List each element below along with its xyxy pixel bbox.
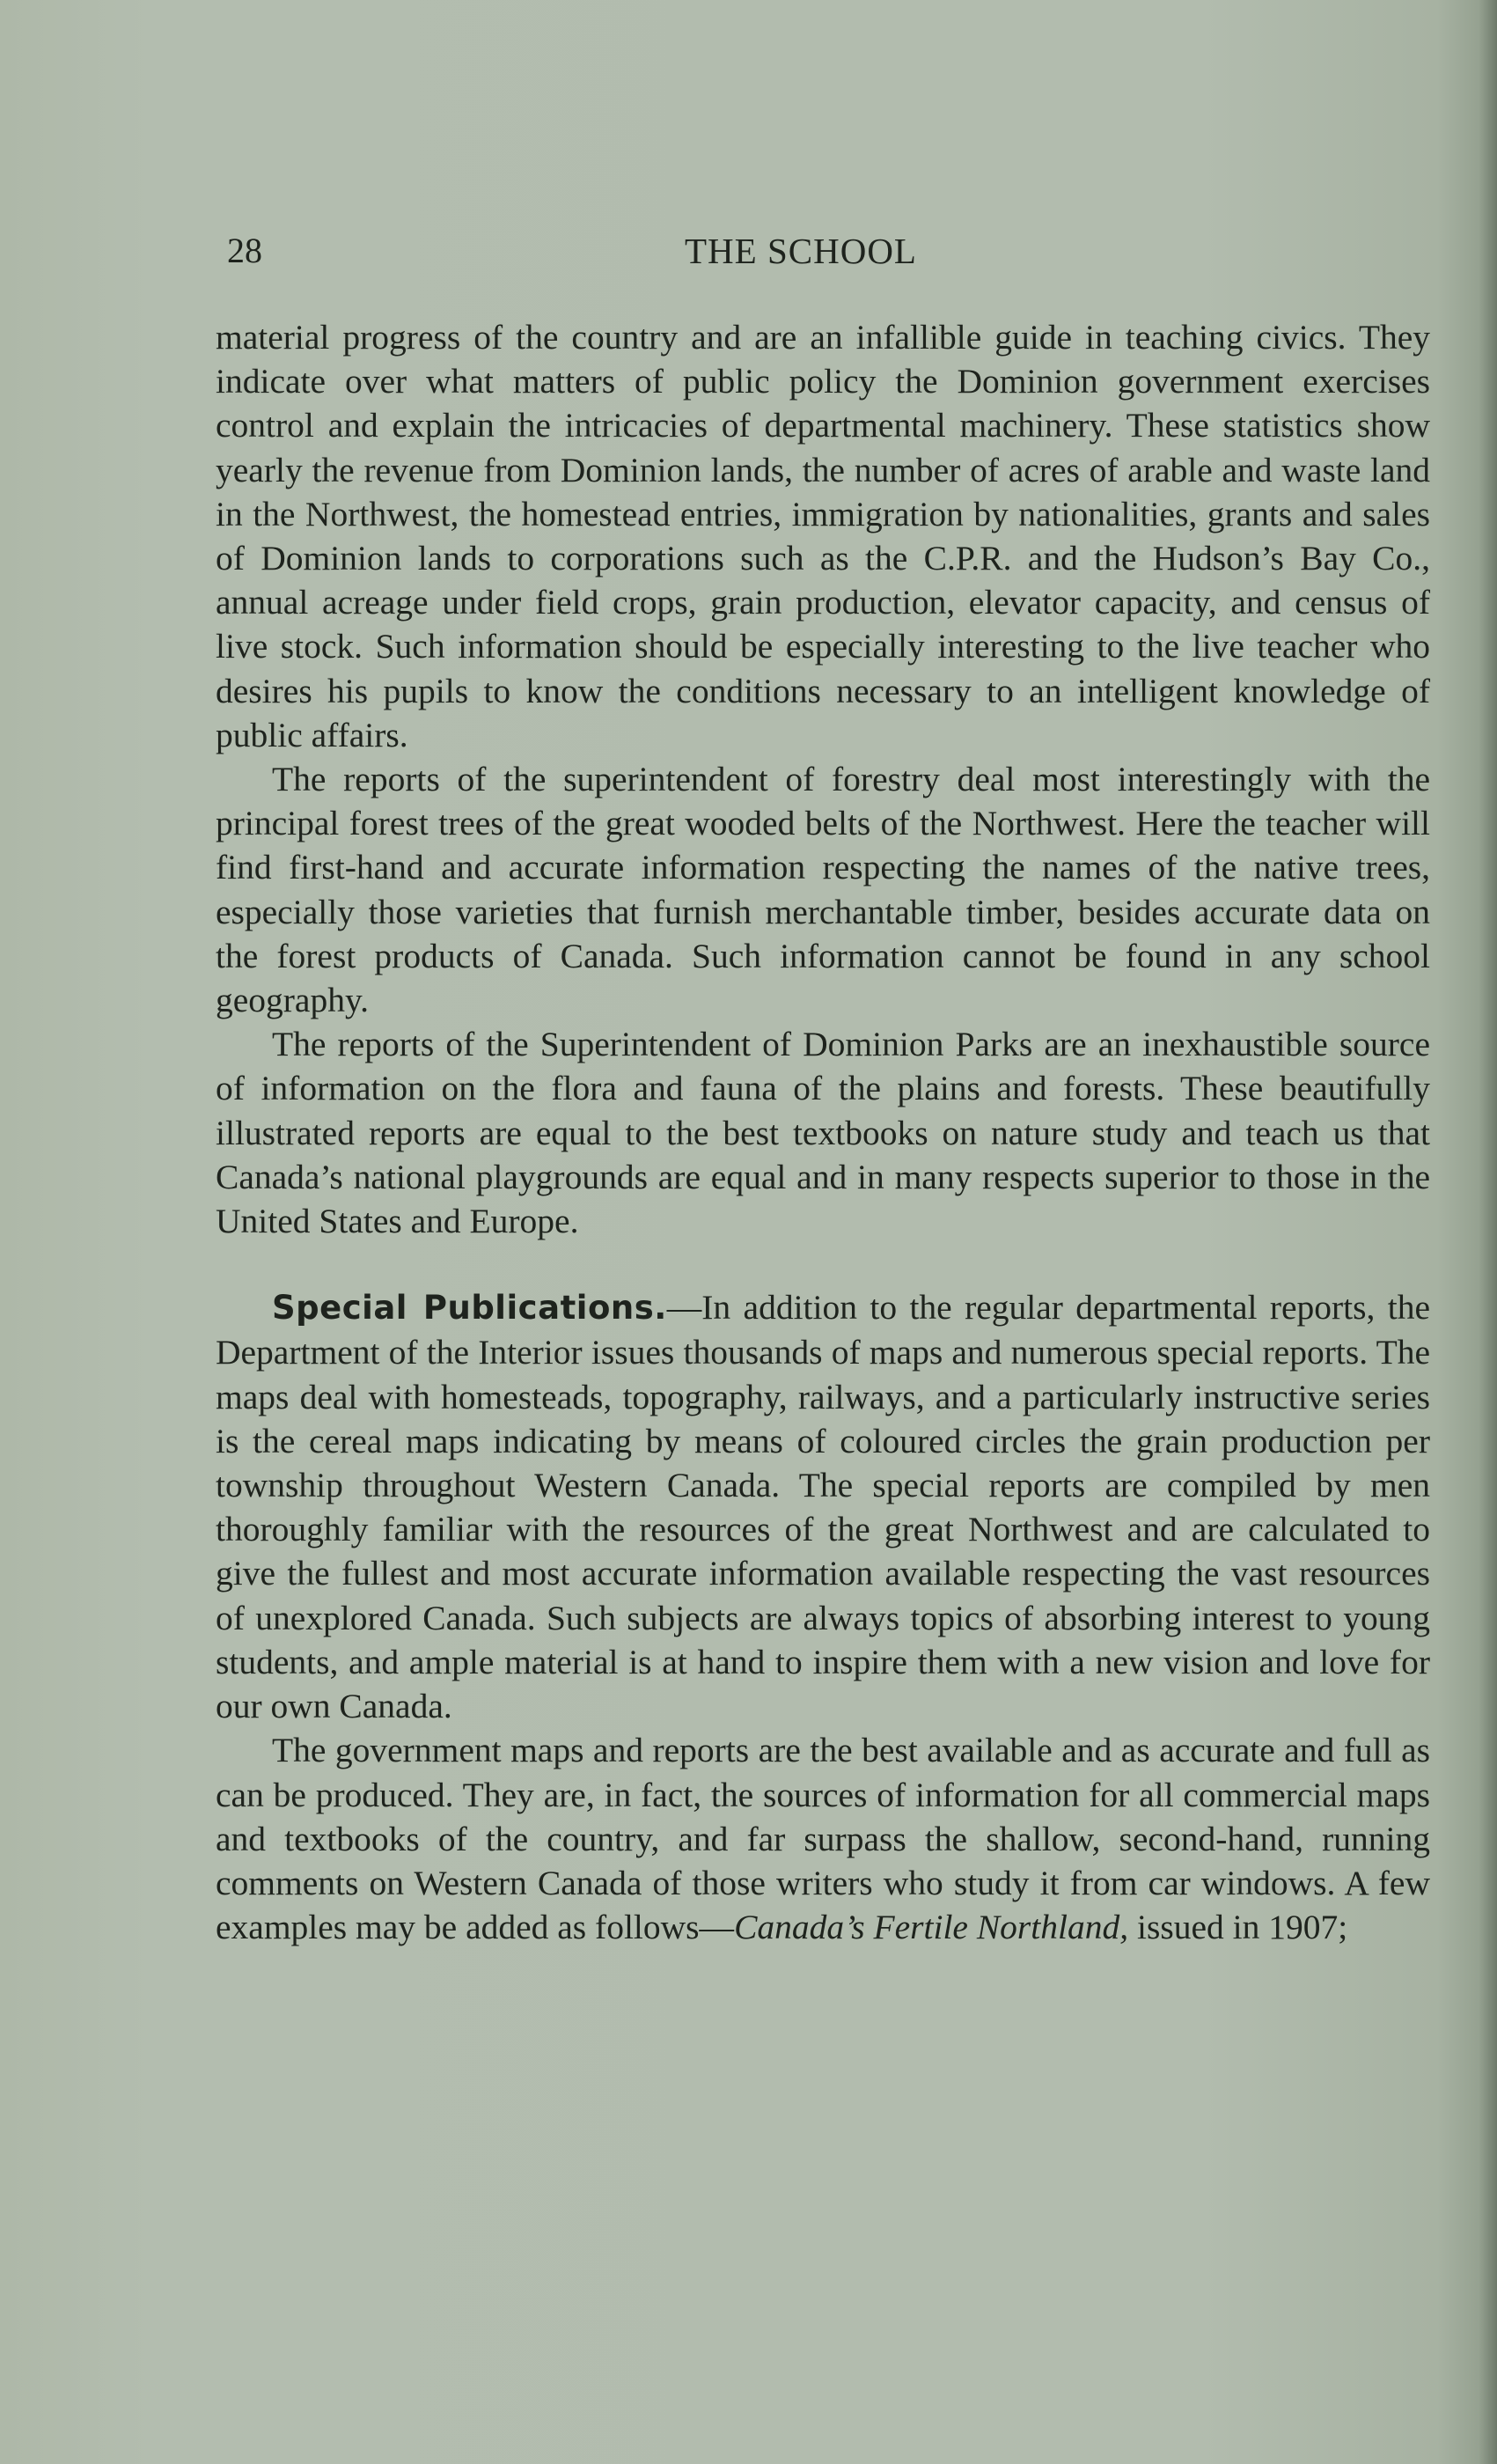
- page-number: 28: [227, 231, 262, 270]
- paragraph-1: material progress of the country and are an infallible guide in teaching civics. They indicate over what matters of public policy the Dominion government exercises control and explain the intricacies of departmental machinery. These statistics show yearly the revenue from Dominion lands, the number of acres of arable and waste land in the Northwest, the homestead entries, immigration by nationalities, grants and sales of Dominion lands to corporations such as the C.P.R. and the Hudson’s Bay Co., annual acreage under field crops, grain production, elevator capacity, and census of live stock. Such information should be especially interesting to the live teacher who desires his pupils to know the conditions necessary to an intelligent knowledge of public affairs.: [216, 318, 1430, 754]
- paragraph-5: [216, 1728, 1430, 1949]
- paragraph-5-tail: issued in 1907;: [1128, 1908, 1348, 1947]
- running-head: [227, 224, 1424, 277]
- publication-title: Canada’s Fertile Northland,: [734, 1908, 1129, 1947]
- body-text: [216, 315, 1430, 1949]
- page-edge: [1478, 0, 1497, 2464]
- paragraph-4: [216, 1285, 1430, 1728]
- paragraph-5-text: The government maps and reports are the best available and as accurate and full as can be produced. They are, in fact, the sources of information for all commercial maps and textbooks of the country, and far surpass the shallow, second-hand, running comments on Western Canada of those writers who study it from car windows. A few examples may be added as follows—: [216, 1731, 1430, 1947]
- section-heading: Special Publications.: [272, 1289, 667, 1328]
- section-gap: [216, 1243, 1430, 1285]
- paragraph-2: The reports of the superintendent of forestry deal most interestingly with the principal forest trees of the great wooded belts of the Northwest. Here the teacher will find first-hand and accurate information respecting the names of the native trees, especially those varieties that furnish merchantable timber, besides accurate data on the forest products of Canada. Such information cannot be found in any school geography.: [216, 760, 1430, 1020]
- journal-title: THE SCHOOL: [685, 231, 917, 271]
- paragraph-3: The reports of the Superintendent of Dominion Parks are an inexhaustible source of information on the flora and fauna of the plains and forests. These beautifully illustrated reports are equal to the best textbooks on nature study and teach us that Canada’s national playgrounds are equal and in many respects superior to those in the United States and Europe.: [216, 1025, 1430, 1241]
- paragraph-4-text: —In addition to the regular departmental reports, the Department of the Interior issues thousands of maps and numerous special reports. The maps deal with homesteads, topography, railways, and a particularly instructive series is the cereal maps indicating by means of coloured circles the grain production per township throughout Western Canada. The special reports are compiled by men thoroughly familiar with the resources of the great Northwest and are calculated to give the fullest and most accurate information available respecting the vast resources of unexplored Canada. Such subjects are always topics of absorbing interest to young students, and ample material is at hand to inspire them with a new vision and love for our own Canada.: [216, 1288, 1430, 1726]
